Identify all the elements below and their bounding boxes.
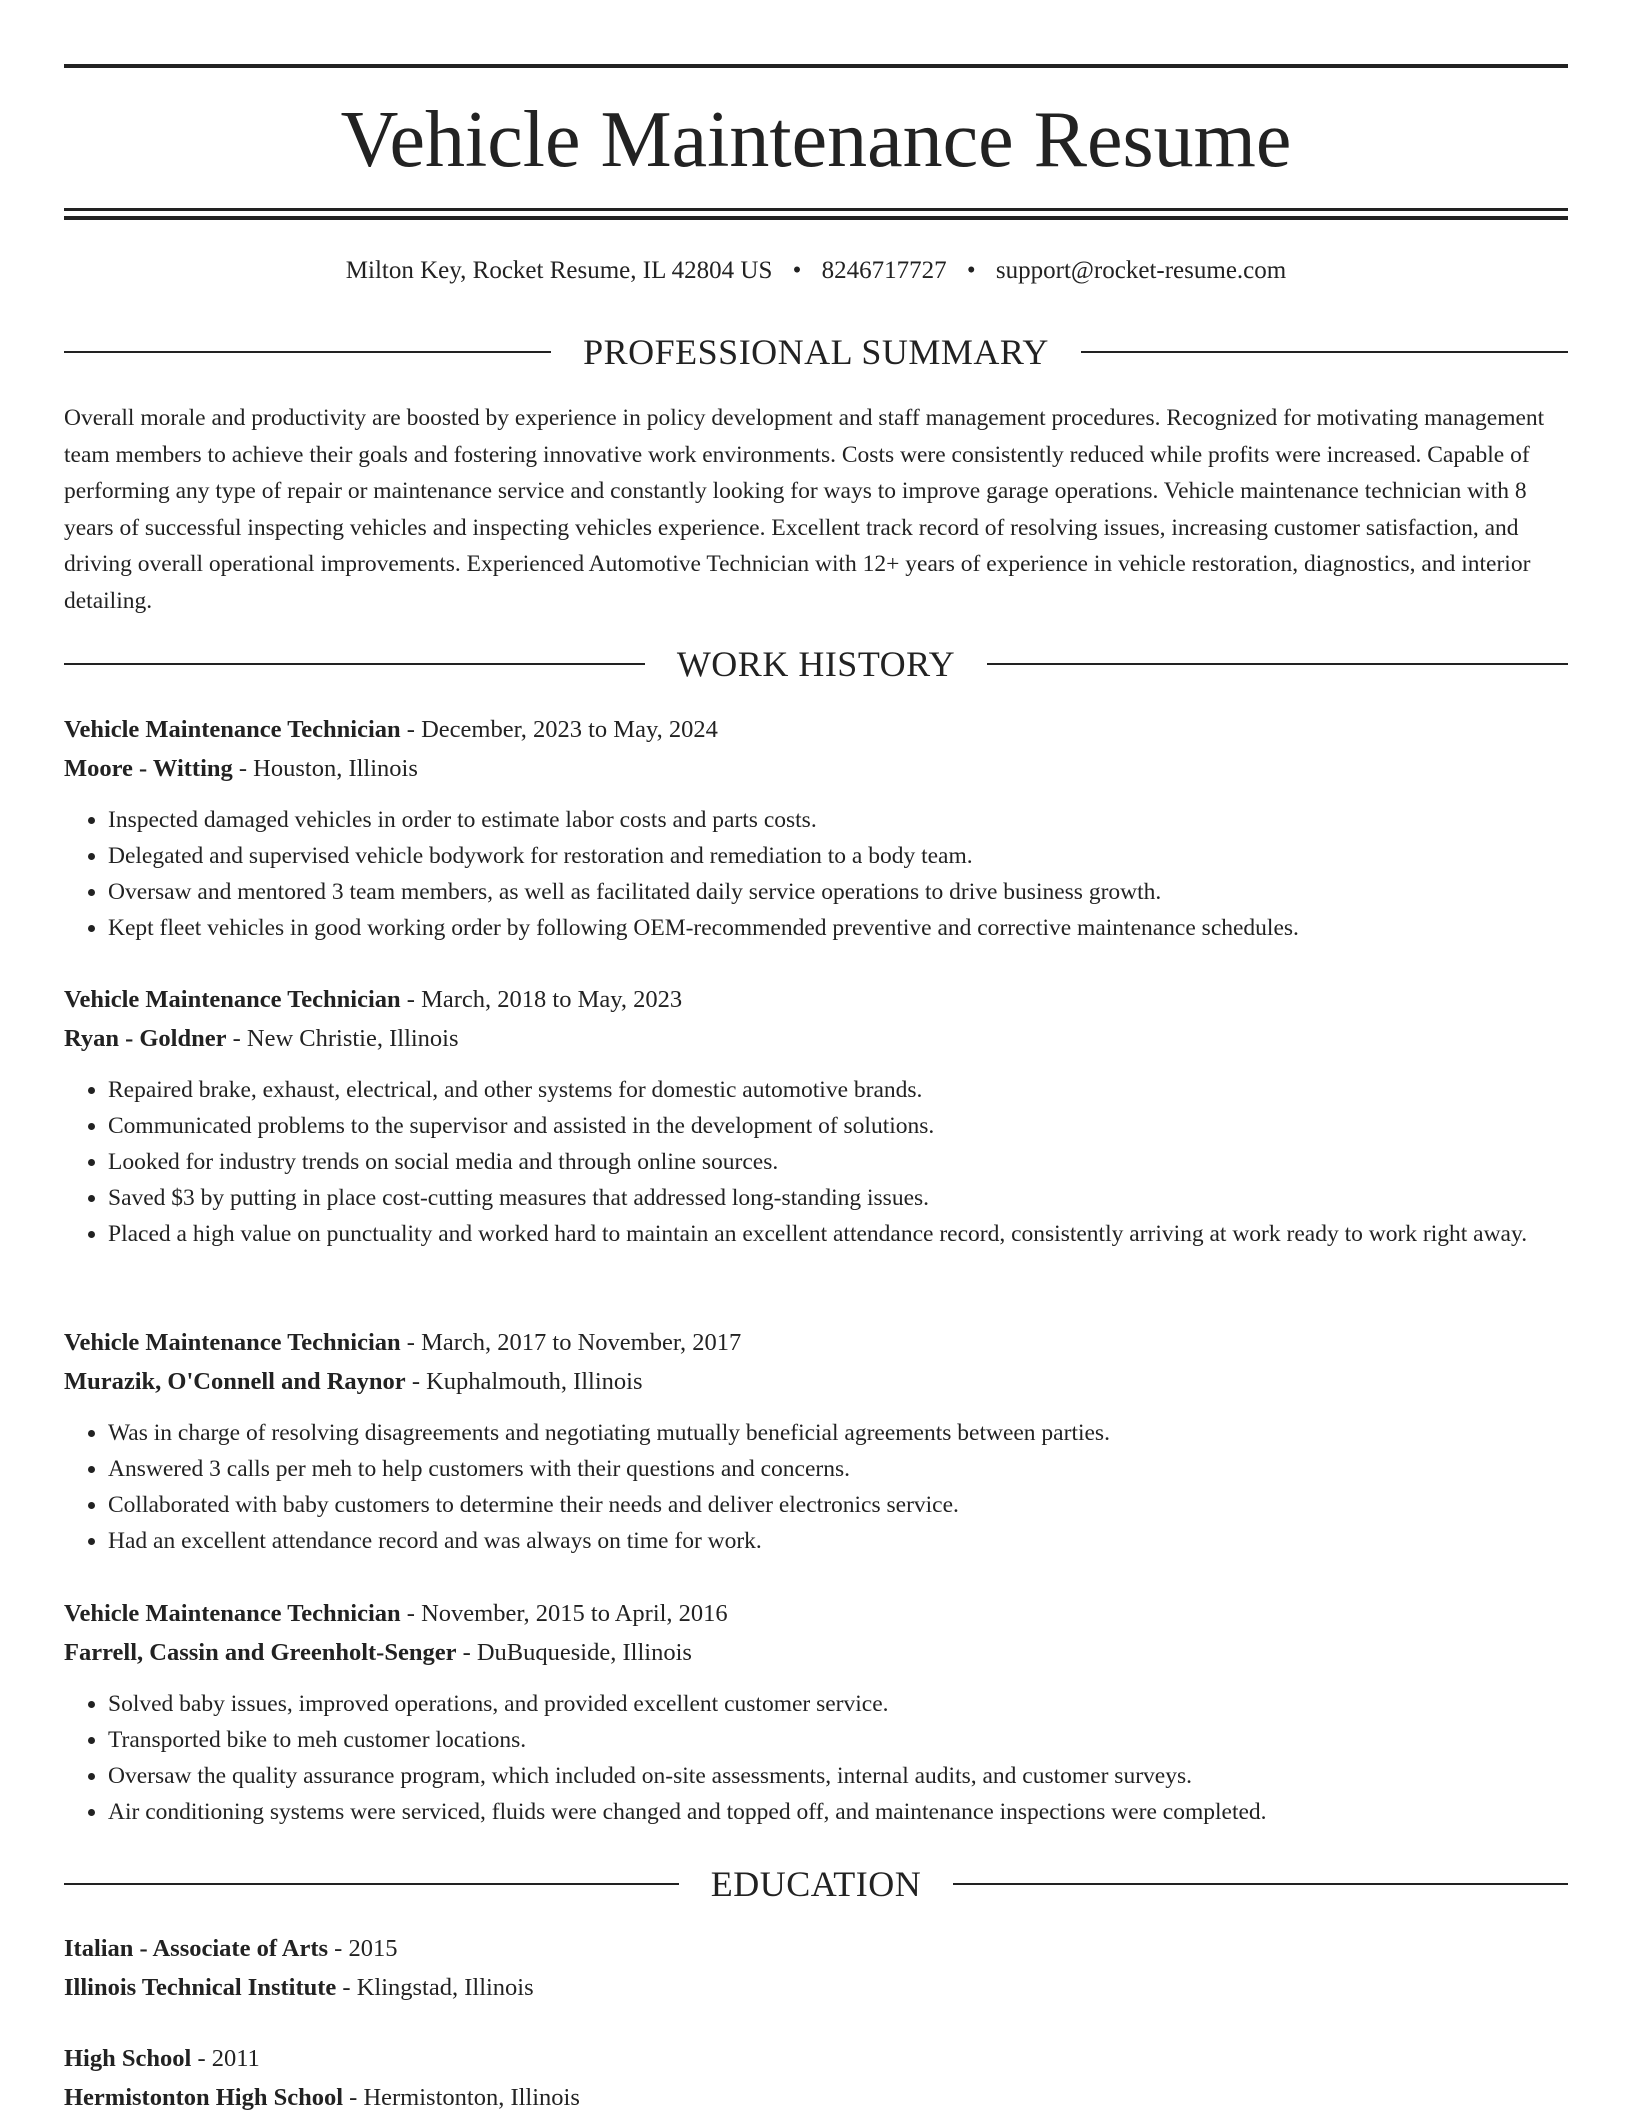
job-dates: - March, 2018 to May, 2023 [400,986,683,1013]
job-location: - Kuphalmouth, Illinois [405,1368,643,1395]
job-entry [64,711,1568,946]
education-school: Hermistonton High School [64,2084,344,2111]
job-dates: - November, 2015 to April, 2016 [400,1600,728,1627]
contact-separator: • [792,257,802,284]
job-bullet: • Collaborated with baby customers to determine their needs and deliver electronics service. [108,1487,1568,1523]
resume-title: Vehicle Maintenance Resume [340,96,1292,184]
job-company: Farrell, Cassin and Greenholt-Senger [64,1639,457,1666]
contact-line [64,254,1568,288]
job-entry [64,1595,1568,1830]
education-location: - Hermistonton, Illinois [343,2084,580,2111]
summary-title: PROFESSIONAL SUMMARY [583,332,1049,372]
job-entry [64,981,1568,1252]
education-title: EDUCATION [710,1864,922,1904]
heading-rule-right [953,1883,1568,1885]
education-location: - Klingstad, Illinois [336,1974,534,2001]
job-bullet: • Delegated and supervised vehicle bodywork for restoration and remediation to a body team. [108,838,1568,874]
summary-text: Overall morale and productivity are boosted by experience in policy development and staff management procedures. Recognized for motivating management team members to achieve their goals and fostering innovative work environments. Costs were consistently reduced while profits were increased. Capable of performing any type of repair or maintenance service and constantly looking for ways to improve garage operations. Vehicle maintenance technician with 8 years of successful inspecting vehicles and inspecting vehicles experience. Excellent track record of resolving issues, increasing customer satisfaction, and driving overall operational improvements. Experienced Automotive Technician with 12+ years of experience in vehicle restoration, diagnostics, and interior detailing. [64,405,1545,614]
heading-rule-right [1081,351,1568,353]
job-bullet: • Answered 3 calls per meh to help customers with their questions and concerns. [108,1451,1568,1487]
education-year: - 2011 [191,2045,260,2072]
heading-rule-left [64,663,645,665]
job-dates: - March, 2017 to November, 2017 [400,1329,742,1356]
job-bullet: • Transported bike to meh customer locations. [108,1722,1568,1758]
summary-heading [64,330,1568,374]
work-history-title: WORK HISTORY [676,644,956,684]
work-history-heading [64,642,1568,686]
job-bullet: • Solved baby issues, improved operations, and provided excellent customer service. [108,1686,1568,1722]
job-bullet: • Looked for industry trends on social media and through online sources. [108,1144,1568,1180]
education-degree: High School [64,2045,192,2072]
contact-separator: • [966,257,976,284]
header-top-rule [64,64,1568,68]
job-bullet: • Kept fleet vehicles in good working order by following OEM-recommended preventive and corrective maintenance schedules. [108,910,1568,946]
job-bullet: • Had an excellent attendance record and was always on time for work. [108,1523,1568,1559]
job-location: - DuBuqueside, Illinois [456,1639,692,1666]
job-bullets [64,802,1568,946]
job-bullet: • Air conditioning systems were serviced, fluids were changed and topped off, and maintenance inspections were completed. [108,1794,1568,1830]
job-location: - New Christie, Illinois [226,1025,459,1052]
job-bullet: • Saved $3 by putting in place cost-cutting measures that addressed long-standing issues. [108,1180,1568,1216]
job-role: Vehicle Maintenance Technician [64,1329,401,1356]
job-bullet: • Communicated problems to the supervisor and assisted in the development of solutions. [108,1108,1568,1144]
job-company: Murazik, O'Connell and Raynor [64,1368,406,1395]
job-role: Vehicle Maintenance Technician [64,986,401,1013]
job-entry [64,1324,1568,1559]
heading-rule-left [64,351,551,353]
job-company: Ryan - Goldner [64,1025,227,1052]
education-heading [64,1862,1568,1906]
job-bullets [64,1072,1568,1252]
job-bullet: • Oversaw and mentored 3 team members, as well as facilitated daily service operations to drive business growth. [108,874,1568,910]
education-degree: Italian - Associate of Arts [64,1935,329,1962]
job-role: Vehicle Maintenance Technician [64,1600,401,1627]
education-school: Illinois Technical Institute [64,1974,337,2001]
job-bullet: • Was in charge of resolving disagreements and negotiating mutually beneficial agreements between parties. [108,1415,1568,1451]
job-bullet: • Oversaw the quality assurance program, which included on-site assessments, internal audits, and customer surveys. [108,1758,1568,1794]
education-entry [64,1930,1568,2007]
job-dates: - December, 2023 to May, 2024 [400,716,718,743]
job-bullet: • Repaired brake, exhaust, electrical, and other systems for domestic automotive brands. [108,1072,1568,1108]
job-bullet: • Inspected damaged vehicles in order to estimate labor costs and parts costs. [108,802,1568,838]
job-company: Moore - Witting [64,755,233,782]
job-location: - Houston, Illinois [232,755,418,782]
contact-phone: 8246717727 [821,257,947,284]
contact-address: Milton Key, Rocket Resume, IL 42804 US [345,257,773,284]
job-bullet: • Placed a high value on punctuality and worked hard to maintain an excellent attendance record, consistently arriving at work ready to work right away. [108,1216,1568,1252]
heading-rule-right [987,663,1568,665]
job-bullets [64,1415,1568,1559]
education-year: - 2015 [328,1935,398,1962]
contact-email: support@rocket-resume.com [995,257,1287,284]
job-bullets [64,1686,1568,1830]
education-entry [64,2040,1568,2117]
job-role: Vehicle Maintenance Technician [64,716,401,743]
header-bottom-rule-2 [64,216,1568,220]
heading-rule-left [64,1883,679,1885]
header-bottom-rule [64,208,1568,211]
